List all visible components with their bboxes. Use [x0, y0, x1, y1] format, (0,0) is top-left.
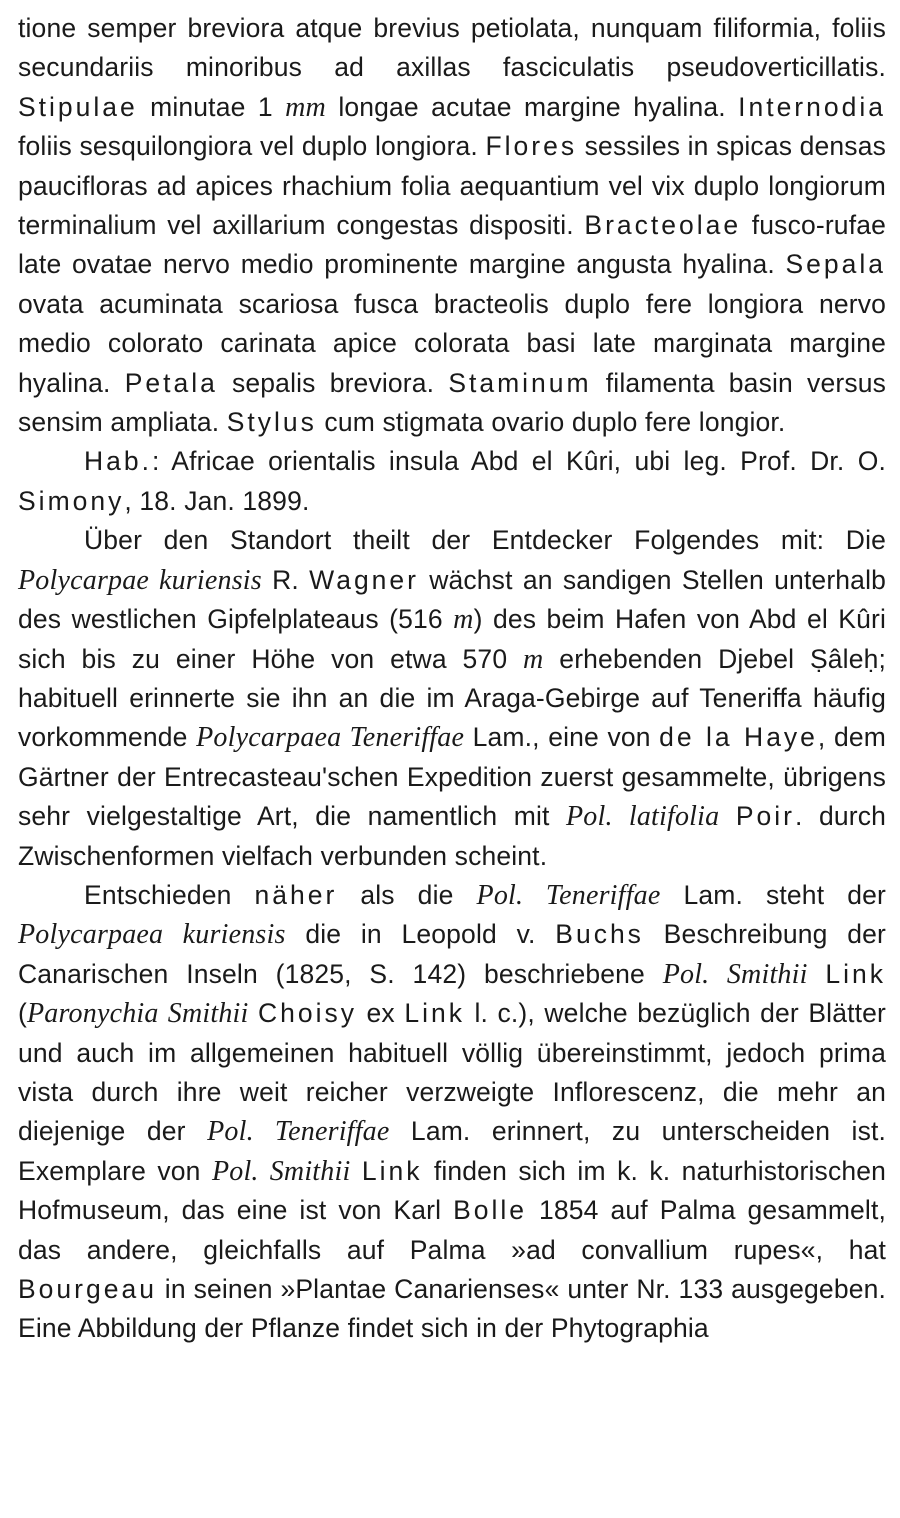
- text-run: cum stigmata ovario duplo fere longior.: [316, 407, 786, 438]
- italic-text-run: mm: [285, 91, 326, 123]
- italic-text-run: Paronychia Smithii: [26, 998, 249, 1030]
- spaced-text-run: Staminum: [448, 367, 592, 398]
- spaced-text-run: Bracteolae: [584, 210, 742, 241]
- italic-text-run: Pol. Smithii: [211, 1155, 351, 1187]
- italic-text-run: Pol. latifolia: [565, 801, 720, 833]
- spaced-text-run: Wagner: [309, 564, 419, 595]
- italic-text-run: m: [453, 604, 474, 636]
- text-run: fusco-rufae late ovatae nervo medio prominente margine angusta hyalina.: [18, 210, 886, 280]
- spaced-text-run: Poir: [735, 801, 795, 832]
- text-run: wächst an sandigen Stellen unterhalb des westlichen Gipfelplateaus (516: [18, 564, 886, 635]
- text-run: (: [18, 998, 27, 1029]
- italic-text-run: Pol. Teneriffae: [476, 879, 661, 911]
- spaced-text-run: Petala: [124, 367, 218, 398]
- spaced-text-run: Sepala: [785, 249, 886, 280]
- spaced-text-run: Flores: [485, 131, 578, 162]
- text-run: ) des beim Hafen von Abd el Kûri sich bis zu einer Höhe von etwa 570: [18, 604, 886, 674]
- paragraph-habitat: [18, 442, 886, 521]
- text-run: finden sich im k. k. naturhistorischen Hofmuseum, das eine ist von Karl: [18, 1155, 887, 1226]
- text-run: [808, 959, 826, 989]
- spaced-text-run: Stipulae: [18, 91, 138, 122]
- text-run: Entschieden: [84, 879, 255, 910]
- text-run: . durch Zwischenformen vielfach verbunden scheint.: [18, 801, 887, 871]
- text-run: als die: [337, 879, 477, 910]
- spaced-text-run: Bourgeau: [18, 1274, 157, 1304]
- paragraph-standort: [18, 521, 886, 876]
- text-run: [719, 801, 736, 831]
- italic-text-run: Pol. Teneriffae: [207, 1116, 390, 1148]
- text-run: , dem Gärtner der Entrecasteau'schen Expedition zuerst gesammelte, übrigens sehr vielgestaltige Art, die namentlich mit: [18, 722, 886, 832]
- text-run: erhebenden Djebel Ṣâleḥ; habituell erinnerte sie ihn an die im Araga-Gebirge auf Teneriffa häufig vorkommende: [18, 643, 886, 753]
- text-run: Lam. steht der: [660, 879, 886, 910]
- text-run: , 18. Jan. 1899.: [124, 485, 310, 516]
- paragraph-comparison: [18, 876, 886, 1349]
- italic-text-run: Pol. Smithii: [662, 958, 808, 990]
- text-run: die in Leopold v.: [285, 919, 556, 950]
- spaced-text-run: Bolle: [453, 1195, 528, 1226]
- text-run: : Africae orientalis insula Abd el Kûri, ubi leg. Prof. Dr. O.: [151, 446, 886, 477]
- text-run: l. c.), welche bezüglich der Blätter und auch im allgemeinen habituell völlig übereinstimmt, jedoch prima vista durch ihre weit reicher verzweigte Inflorescenz, die mehr an diejenige der: [18, 998, 886, 1147]
- text-run: longae acutae margine hyalina.: [325, 91, 739, 122]
- text-run: Beschreibung der Canarischen Inseln (1825, S. 142) beschriebene: [18, 919, 886, 989]
- spaced-text-run: Hab.: [84, 446, 152, 477]
- text-run: R.: [261, 564, 310, 595]
- spaced-text-run: Link: [825, 958, 887, 989]
- text-run: foliis sesquilongiora vel duplo longiora.: [18, 131, 486, 162]
- text-run: sepalis breviora.: [217, 367, 449, 398]
- spaced-text-run: Internodia: [738, 91, 886, 122]
- spaced-text-run: Link: [404, 998, 465, 1029]
- spaced-text-run: Simony: [18, 485, 125, 516]
- italic-text-run: m: [523, 643, 544, 675]
- italic-text-run: Polycarpaea Teneriffae: [196, 722, 465, 754]
- text-run: minutae 1: [137, 91, 286, 122]
- spaced-text-run: Choisy: [258, 998, 358, 1029]
- spaced-text-run: Stylus: [226, 407, 317, 438]
- text-run: in seinen »Plantae Canarienses« unter Nr. 133 ausgegeben. Eine Abbildung der Pflanze findet sich in der Phytographia: [18, 1274, 886, 1344]
- italic-text-run: Polycarpaea kuriensis: [18, 919, 286, 951]
- spaced-text-run: näher: [254, 879, 338, 910]
- text-run: Lam. erinnert, zu unterscheiden ist. Exemplare von: [18, 1116, 887, 1186]
- text-run: filamenta basin versus sensim ampliata.: [18, 367, 887, 438]
- text-run: ex: [357, 998, 405, 1029]
- italic-text-run: Polycarpae kuriensis: [18, 564, 262, 596]
- spaced-text-run: Buchs: [555, 919, 644, 950]
- text-run: Lam., eine von: [464, 722, 660, 753]
- document-page: [18, 9, 886, 1349]
- text-run: tione semper breviora atque brevius petiolata, nunquam filiformia, foliis secundariis minoribus ad axillas fasciculatis pseudoverticillatis.: [18, 13, 886, 83]
- spaced-text-run: Link: [361, 1155, 423, 1186]
- text-run: [350, 1156, 361, 1186]
- spaced-text-run: de la Haye: [659, 722, 818, 753]
- text-run: 1854 auf Palma gesammelt, das andere, gleichfalls auf Palma »ad convallium rupes«, hat: [18, 1195, 886, 1265]
- paragraph-description: [18, 9, 886, 442]
- text-run: [249, 998, 259, 1028]
- text-run: ovata acuminata scariosa fusca bracteolis duplo fere longiora nervo medio colorato carinata apice colorata basi late marginata margine hyalina.: [18, 288, 886, 398]
- text-run: Über den Standort theilt der Entdecker Folgendes mit: Die: [84, 525, 886, 556]
- text-run: sessiles in spicas densas paucifloras ad apices rhachium folia aequantium vel vix duplo longiorum terminalium vel axillarium congestas dispositi.: [18, 131, 886, 241]
